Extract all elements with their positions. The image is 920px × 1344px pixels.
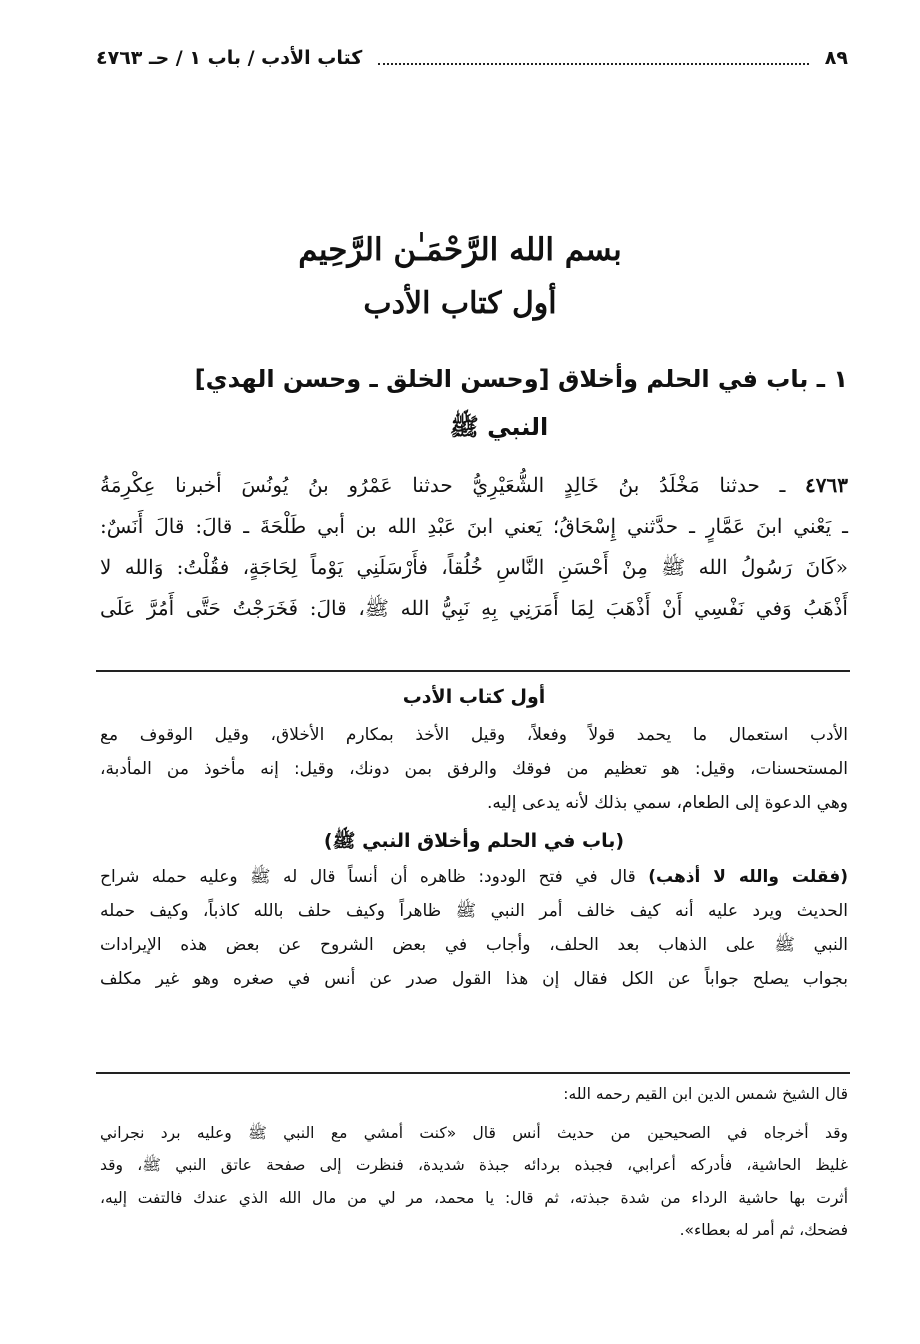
commentary	[100, 680, 848, 996]
note-line: غليظ الحاشية، فأدركه أعرابي، فجبذه بردائه جبذة شديدة، فنظرت إلى صفحة عاتق النبي ﷺ، وقد	[100, 1156, 848, 1174]
note-line: فضحك، ثم أمر له بعطاء».	[679, 1221, 848, 1239]
note-heading: قال الشيخ شمس الدين ابن القيم رحمه الله:	[563, 1085, 848, 1103]
commentary-lemma: (فقلت والله لا أذهب)	[648, 867, 849, 887]
hadith-line-1-text: ـ حدثنا مَخْلَدُ بنُ خَالِدٍ الشُّعَيْرِيُّ حدثنا عَمْرُو بنُ يُونُسَ أخبرنا عِكْرِمَةُ	[100, 473, 786, 497]
commentary-line: الحديث ويرد عليه أنه كيف خالف أمر النبي ﷺ ظاهراً وكيف حلف بالله كاذباً، وكيف حمله	[100, 901, 848, 921]
chapter-heading-line-2: النبي ﷺ	[449, 413, 549, 441]
note-divider	[96, 1072, 850, 1074]
ibn-al-qayyim-note	[100, 1078, 848, 1247]
hadith-line: أَذْهَبُ وَفي نَفْسِي أَنْ أَذْهَبَ لِمَا أَمَرَنِي بِهِ نَبِيُّ الله ﷺ، قالَ: فَخَرَجْتُ حَتَّى أَمُرَّ عَلَى	[100, 596, 848, 620]
commentary-line-text: قال في فتح الودود: ظاهره أن أنساً قال له ﷺ وعليه حمله شراح	[100, 867, 636, 887]
note-line: أثرت بها حاشية الرداء من شدة جبذته، ثم قال: يا محمد، مر لي من مال الله الذي عندك فالتفت إليه،	[100, 1188, 848, 1207]
hadith-text	[100, 465, 848, 629]
running-title: كتاب الأدب / باب ١ / حـ ٤٧٦٣	[96, 47, 363, 69]
main-text-divider	[96, 670, 850, 672]
commentary-chapter-title: (باب في الحلم وأخلاق النبي ﷺ)	[323, 830, 625, 852]
chapter-heading	[150, 355, 848, 451]
note-line: وقد أخرجاه في الصحيحين من حديث أنس قال «كنت أمشي مع النبي ﷺ وعليه برد نجراني	[100, 1123, 848, 1142]
basmala: بسم الله الرَّحْمَـٰن الرَّحِيم	[298, 232, 622, 268]
commentary-line	[100, 860, 848, 894]
commentary-line: بجواب يصلح جواباً عن الكل فقال إن هذا القول صدر عن أنس في صغره وهو غير مكلف	[100, 969, 848, 989]
dot-leader	[378, 63, 809, 65]
page-number: ٨٩	[824, 47, 848, 69]
commentary-line: النبي ﷺ على الذهاب بعد الحلف، وأجاب في بعض الشروح عن بعض هذه الإيرادات	[100, 935, 848, 955]
commentary-section-title: أول كتاب الأدب	[402, 686, 546, 708]
commentary-line: الأدب استعمال ما يحمد قولاً وفعلاً، وقيل الأخذ بمكارم الأخلاق، وقيل الوقوف مع	[100, 725, 848, 745]
commentary-line: وهي الدعوة إلى الطعام، سمي بذلك لأنه يدعى إليه.	[486, 793, 848, 813]
hadith-line: ـ يَعْني ابنَ عَمَّارٍ ـ حدَّثني إِسْحَاقُ؛ يَعني ابنَ عَبْدِ الله بن أبي طَلْحَةَ ـ قالَ: قالَ أَنَسٌ:	[100, 514, 848, 538]
hadith-number: ٤٧٦٣	[805, 473, 848, 497]
running-header	[96, 38, 848, 78]
chapter-heading-line-1: ١ ـ باب في الحلم وأخلاق [وحسن الخلق ـ وحسن الهدي]	[194, 365, 848, 393]
hadith-line	[100, 465, 848, 506]
commentary-line: المستحسنات، وقيل: هو تعظيم من فوقك والرفق بمن دونك، وقيل: إنه مأخوذ من المأدبة،	[100, 759, 848, 779]
book-title: أول كتاب الأدب	[363, 286, 557, 321]
hadith-line: «كَانَ رَسُولُ الله ﷺ مِنْ أَحْسَنِ النَّاسِ خُلُقاً، فأَرْسَلَنِي يَوْماً لِحَاجَةٍ، فقُلْتُ: وَالله لا	[100, 555, 848, 579]
